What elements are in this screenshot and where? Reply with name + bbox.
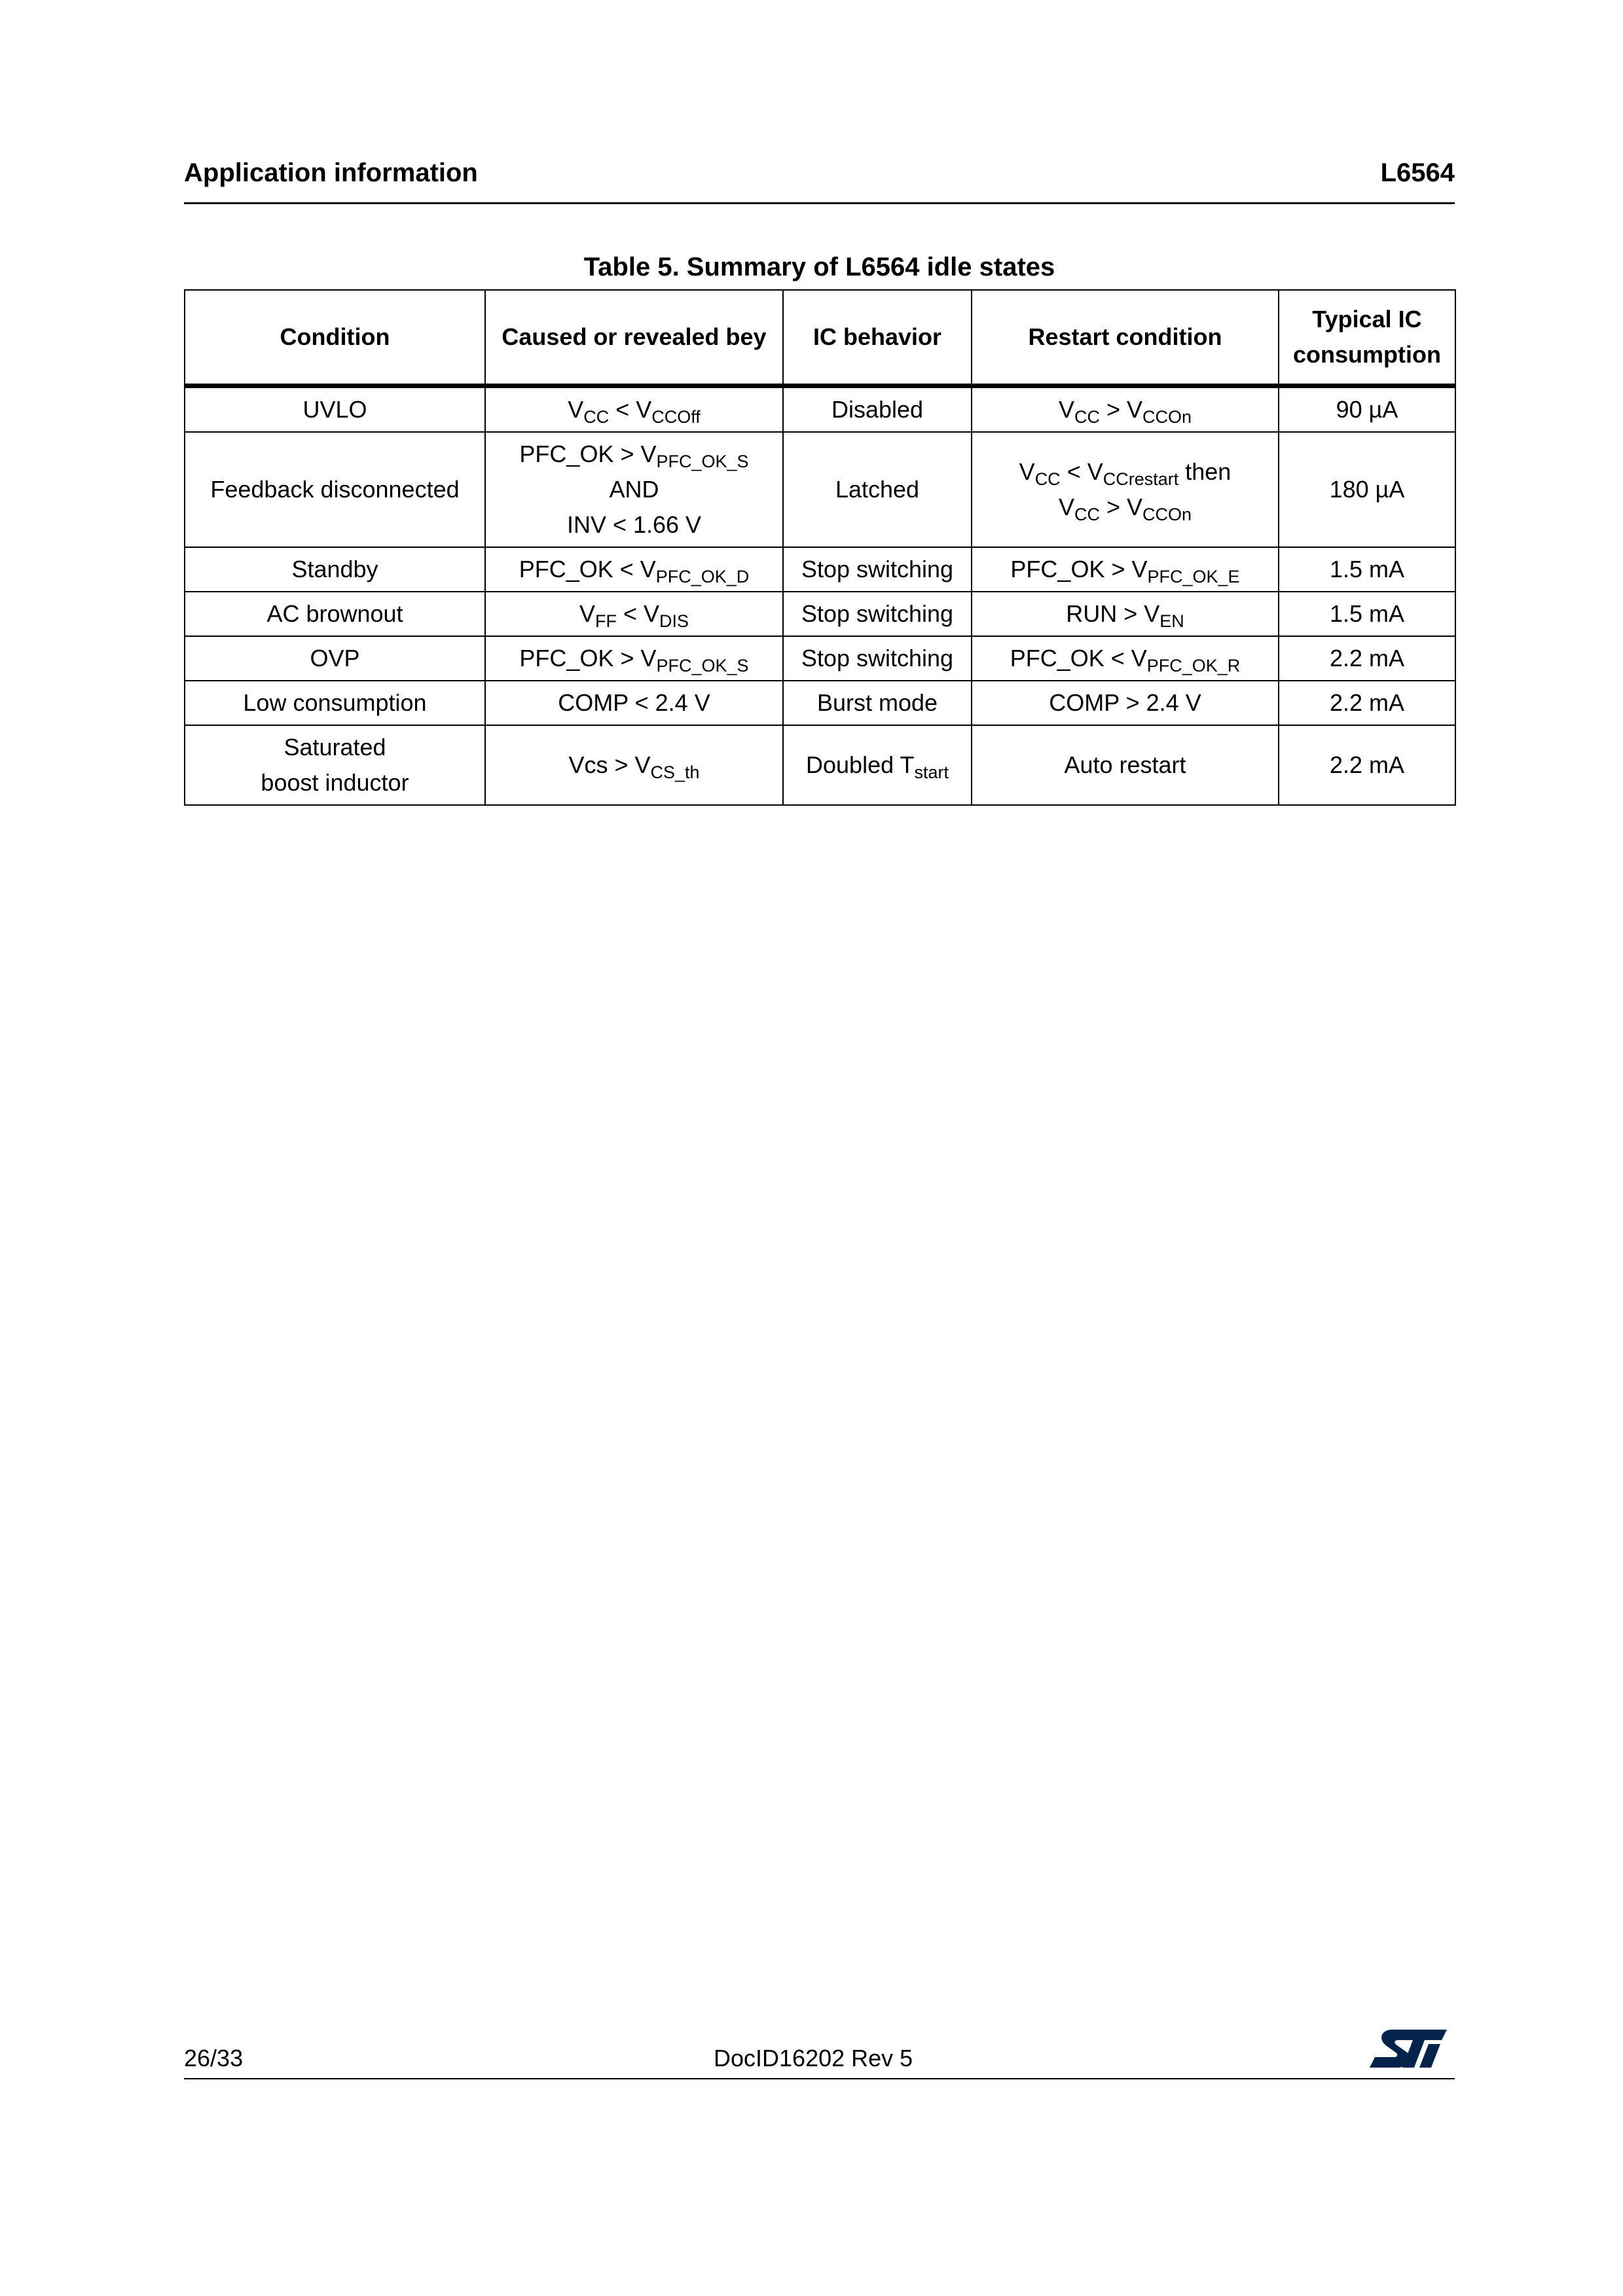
table-row bbox=[185, 386, 1455, 433]
table-header-row bbox=[185, 290, 1455, 386]
cell-condition: OVP bbox=[185, 636, 485, 681]
table-row bbox=[185, 592, 1455, 636]
col-header-behavior: IC behavior bbox=[783, 290, 972, 386]
cell-cause: COMP < 2.4 V bbox=[485, 681, 783, 725]
cell-consumption: 180 µA bbox=[1279, 432, 1455, 547]
table-row bbox=[185, 636, 1455, 681]
col-header-restart: Restart condition bbox=[972, 290, 1279, 386]
cell-behavior: Latched bbox=[783, 432, 972, 547]
page-number: 26/33 bbox=[184, 2045, 244, 2072]
cell-consumption: 2.2 mA bbox=[1279, 725, 1455, 805]
idle-states-table bbox=[184, 289, 1456, 806]
footer-rule bbox=[184, 2078, 1455, 2079]
cell-condition: UVLO bbox=[185, 386, 485, 433]
cell-behavior: Disabled bbox=[783, 386, 972, 433]
table-row bbox=[185, 681, 1455, 725]
doc-id: DocID16202 Rev 5 bbox=[714, 2045, 913, 2072]
cell-behavior: Stop switching bbox=[783, 547, 972, 592]
cell-condition: Saturated boost inductor bbox=[185, 725, 485, 805]
cell-restart: $V_{CC} > V_{CCOn}$ bbox=[972, 386, 1279, 433]
cell-cause: $V_{CC} < V_{CCOff}$ bbox=[485, 386, 783, 433]
table-row bbox=[185, 547, 1455, 592]
cell-cause: $V_{FF} < V_{DIS}$ bbox=[485, 592, 783, 636]
cell-restart: PFC_OK > $V_{PFC\_OK\_E}$ bbox=[972, 547, 1279, 592]
section-title: Application information bbox=[184, 158, 478, 187]
cell-condition: Low consumption bbox=[185, 681, 485, 725]
header-rule bbox=[184, 202, 1455, 204]
table-row bbox=[185, 725, 1455, 805]
cell-behavior: Stop switching bbox=[783, 592, 972, 636]
cell-condition: Standby bbox=[185, 547, 485, 592]
cell-behavior: Burst mode bbox=[783, 681, 972, 725]
col-header-cause: Caused or revealed bey bbox=[485, 290, 783, 386]
cell-restart: RUN > $V_{EN}$ bbox=[972, 592, 1279, 636]
col-header-consumption-line1: Typical IC bbox=[1312, 306, 1422, 332]
cell-consumption: 2.2 mA bbox=[1279, 681, 1455, 725]
st-logo bbox=[1368, 2026, 1450, 2072]
cell-behavior: Doubled $T_{start}$ bbox=[783, 725, 972, 805]
table-row bbox=[185, 432, 1455, 547]
cell-restart: $V_{CC} < V_{CCrestart}$ then $V_{CC} > V_{CCOn}$ bbox=[972, 432, 1279, 547]
cell-consumption: 2.2 mA bbox=[1279, 636, 1455, 681]
col-header-consumption-line2: consumption bbox=[1293, 341, 1441, 368]
col-header-condition: Condition bbox=[185, 290, 485, 386]
cell-condition: Feedback disconnected bbox=[185, 432, 485, 547]
cell-condition: AC brownout bbox=[185, 592, 485, 636]
cell-cause: Vcs > $V_{CS\_th}$ bbox=[485, 725, 783, 805]
cell-behavior: Stop switching bbox=[783, 636, 972, 681]
part-number: L6564 bbox=[1380, 158, 1455, 187]
cell-restart: Auto restart bbox=[972, 725, 1279, 805]
cell-cause: PFC_OK > $V_{PFC\_OK\_S}$ bbox=[485, 636, 783, 681]
cell-consumption: 1.5 mA bbox=[1279, 592, 1455, 636]
cell-consumption: 90 µA bbox=[1279, 386, 1455, 433]
col-header-consumption bbox=[1279, 290, 1455, 386]
cell-cause: PFC_OK > $V_{PFC\_OK\_S}$ AND INV < 1.66 V bbox=[485, 432, 783, 547]
cell-restart: PFC_OK < $V_{PFC\_OK\_R}$ bbox=[972, 636, 1279, 681]
table-caption: Table 5. Summary of L6564 idle states bbox=[583, 253, 1055, 281]
cell-consumption: 1.5 mA bbox=[1279, 547, 1455, 592]
cell-cause: PFC_OK < $V_{PFC\_OK\_D}$ bbox=[485, 547, 783, 592]
cell-restart: COMP > 2.4 V bbox=[972, 681, 1279, 725]
